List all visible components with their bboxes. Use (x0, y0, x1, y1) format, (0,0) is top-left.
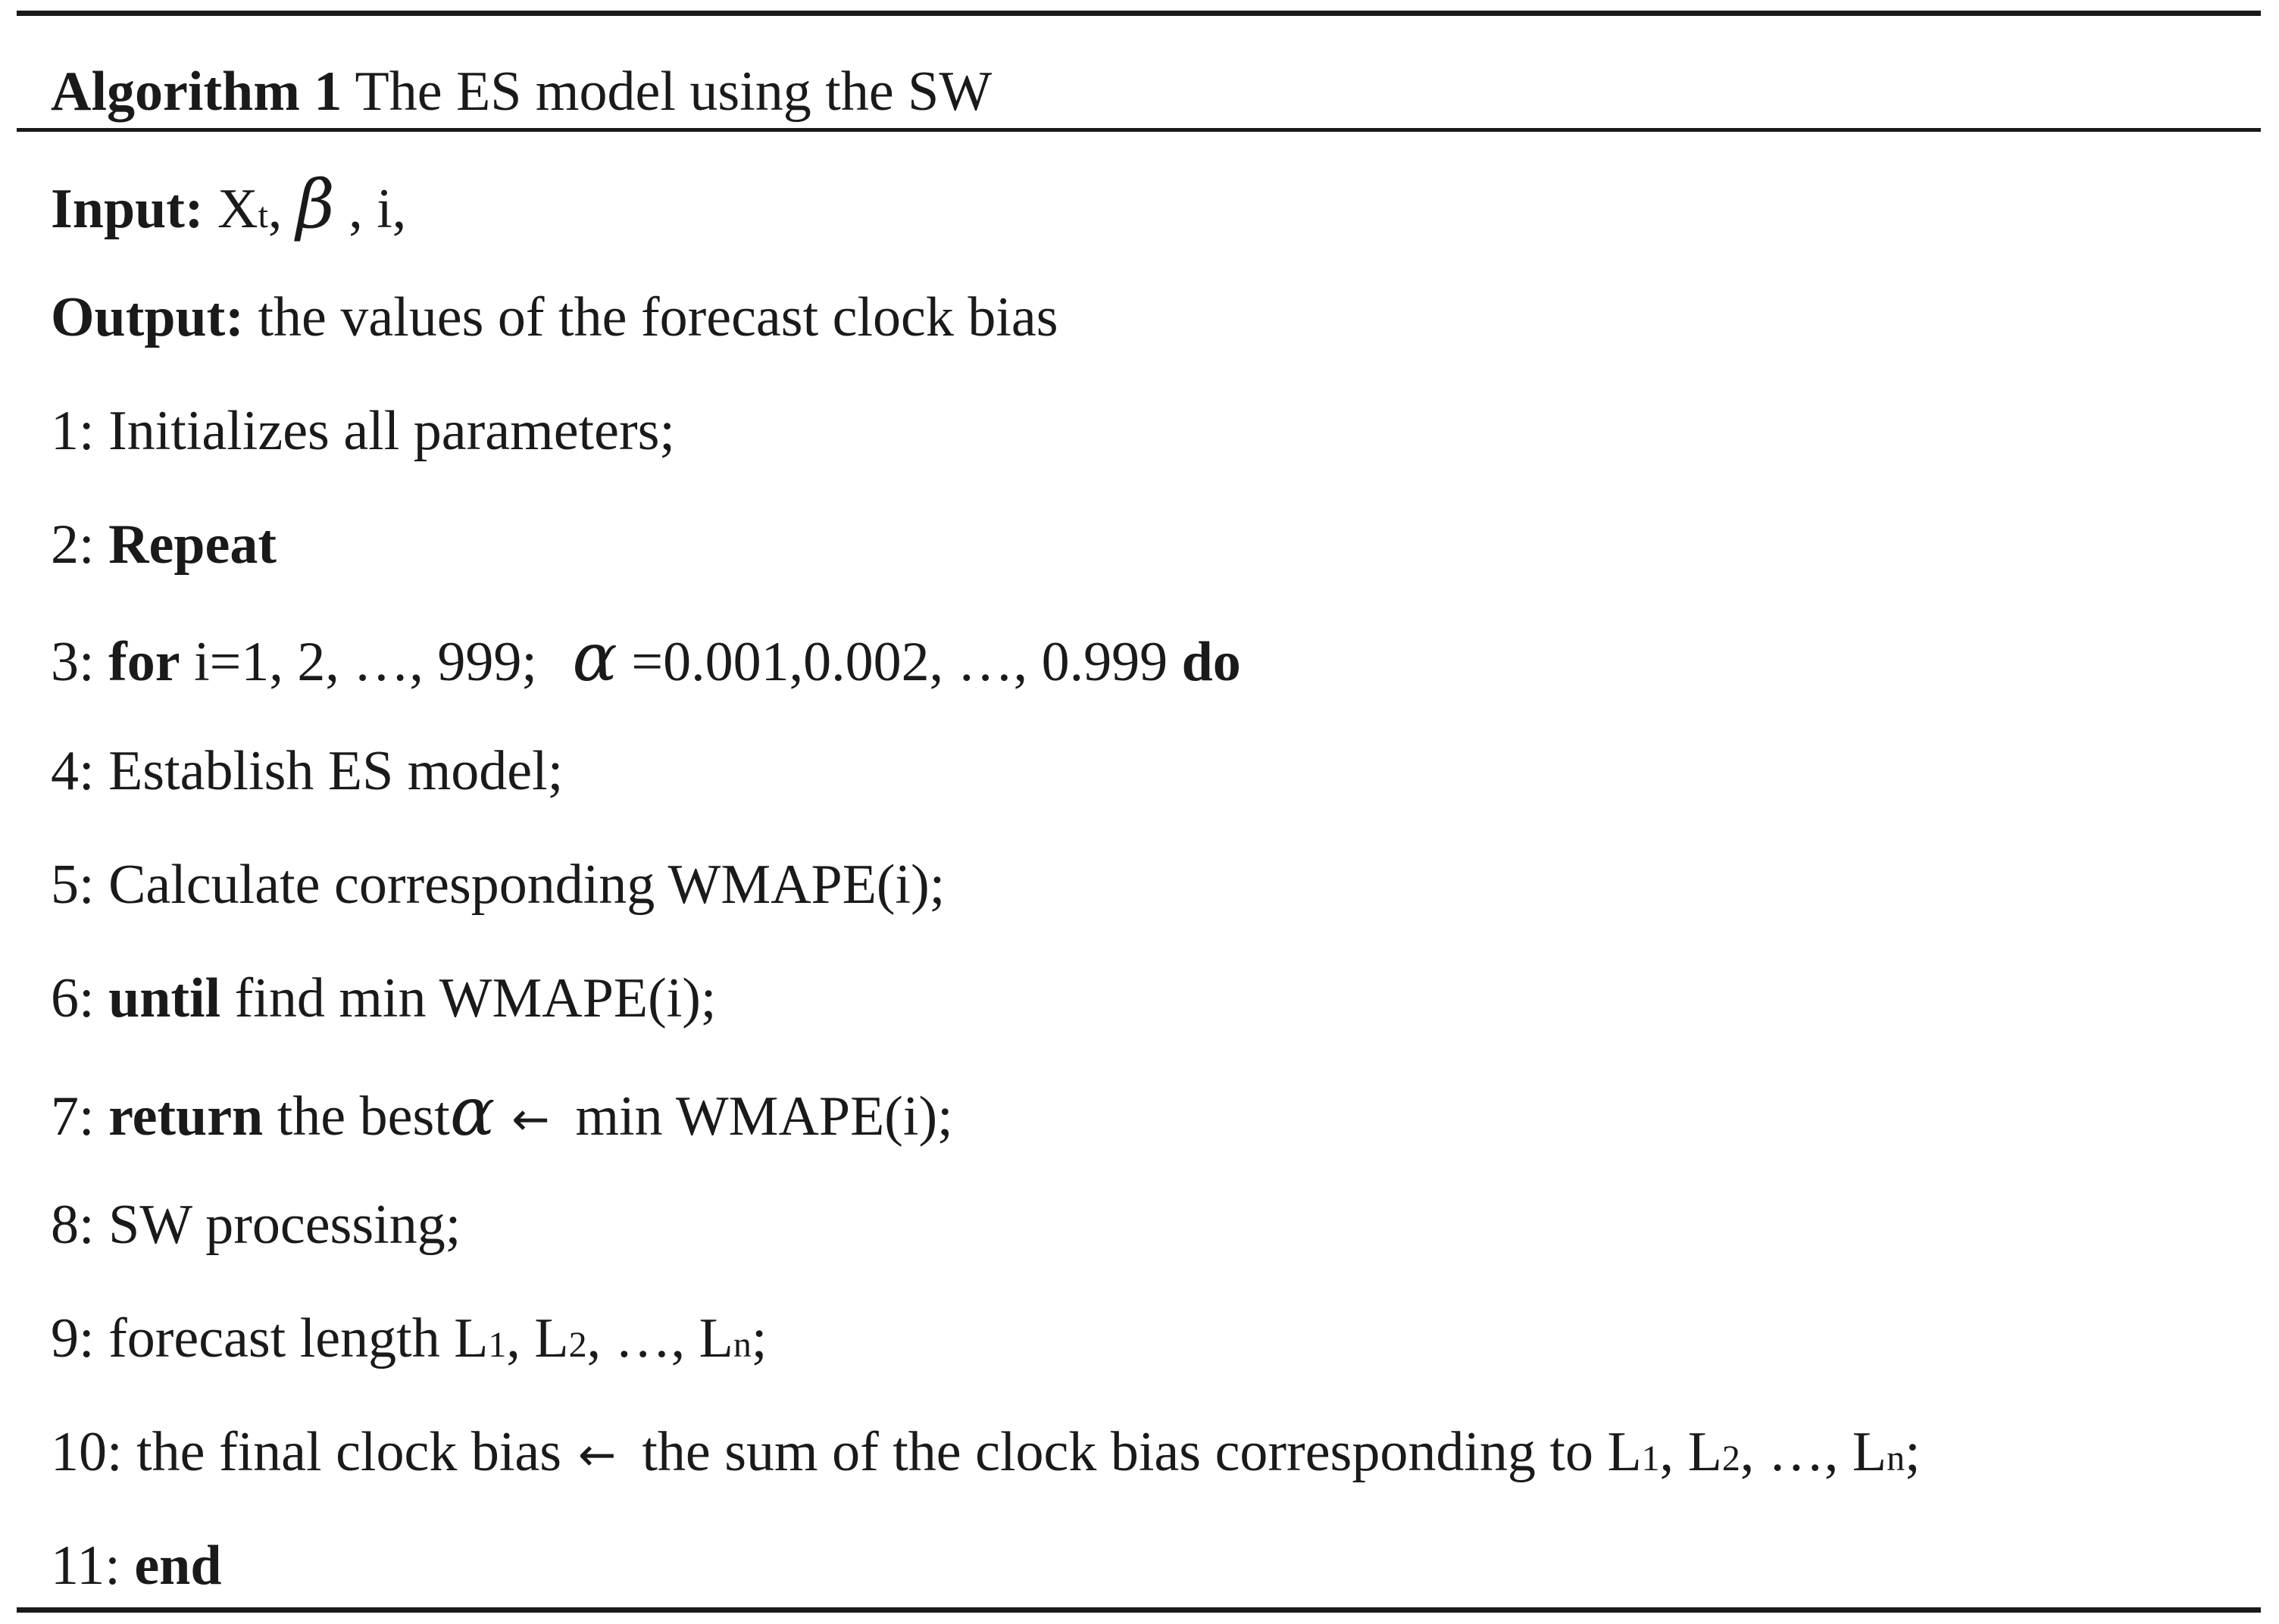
step-text-mid2: , …, L (1740, 1421, 1887, 1483)
step-text: i=1, 2, …, 999; (194, 631, 537, 693)
output-text: the values of the forecast clock bias (258, 286, 1058, 348)
bottom-rule (17, 1607, 2261, 1613)
alpha-symbol: α (449, 1073, 496, 1151)
step-text-mid2: , …, L (586, 1307, 733, 1369)
step-number: 6: (51, 967, 95, 1029)
step-text: Establish ES model; (108, 740, 564, 802)
step-text: forecast length L (108, 1307, 489, 1369)
step-text-2: the sum of the clock bias corresponding to L (642, 1421, 1642, 1483)
output-label: Output: (51, 286, 244, 348)
output-line (51, 286, 1058, 348)
input-sep: , (267, 178, 283, 240)
step-keyword: Repeat (108, 514, 277, 576)
step-text-2: =0.001,0.002, …, 0.999 (631, 631, 1168, 693)
input-label: Input: (51, 178, 204, 240)
beta-symbol: β (295, 165, 335, 243)
left-arrow-icon: ← (578, 1429, 617, 1482)
step-3 (51, 618, 1241, 696)
step-text: find min WMAPE(i); (234, 967, 717, 1029)
step-keyword-2: do (1181, 631, 1241, 693)
step-number: 7: (51, 1085, 95, 1148)
step-1 (51, 400, 675, 462)
subscript-2: 2 (1721, 1438, 1740, 1479)
step-4 (51, 740, 564, 802)
subscript-n: n (1887, 1438, 1905, 1479)
top-rule (17, 11, 2261, 16)
step-text: SW processing; (108, 1194, 461, 1256)
step-keyword: until (108, 967, 221, 1029)
step-7 (51, 1073, 953, 1151)
step-6 (51, 967, 717, 1029)
step-text-mid1: , L (1659, 1421, 1722, 1483)
subscript-2: 2 (568, 1325, 587, 1365)
input-rest: , i, (334, 178, 407, 240)
step-number: 9: (51, 1307, 95, 1369)
step-number: 10: (51, 1421, 123, 1483)
algorithm-title (51, 61, 993, 123)
alpha-symbol: α (572, 618, 617, 696)
step-text-end: ; (751, 1307, 767, 1369)
input-line (51, 165, 407, 244)
step-9 (51, 1307, 767, 1373)
header-rule (17, 128, 2261, 132)
step-keyword: return (108, 1085, 264, 1148)
step-keyword: end (134, 1535, 222, 1597)
subscript-1: 1 (488, 1325, 507, 1365)
step-number: 5: (51, 854, 95, 916)
step-number: 3: (51, 631, 95, 693)
step-10 (51, 1421, 1921, 1487)
step-text: Initializes all parameters; (108, 400, 675, 462)
step-text: the best (277, 1085, 450, 1148)
step-number: 2: (51, 514, 95, 576)
input-x-var: X (217, 178, 258, 240)
step-text-end: ; (1905, 1421, 1921, 1483)
step-2 (51, 514, 277, 576)
algorithm-box (17, 0, 2261, 1624)
algorithm-label: Algorithm 1 (51, 61, 342, 123)
step-keyword: for (108, 631, 180, 693)
step-text-2: min WMAPE(i); (575, 1085, 953, 1148)
subscript-1: 1 (1641, 1438, 1660, 1479)
step-number: 4: (51, 740, 95, 802)
step-number: 11: (51, 1535, 120, 1597)
step-number: 1: (51, 400, 95, 462)
step-11 (51, 1535, 222, 1597)
left-arrow-icon: ← (511, 1093, 550, 1146)
subscript-n: n (733, 1325, 752, 1365)
algorithm-title-text: The ES model using the SW (355, 61, 993, 123)
step-text: the final clock bias (136, 1421, 562, 1483)
step-8 (51, 1194, 461, 1256)
step-5 (51, 854, 946, 916)
step-text-mid1: , L (506, 1307, 569, 1369)
input-x-sub: t (258, 195, 268, 236)
step-text: Calculate corresponding WMAPE(i); (108, 854, 946, 916)
step-number: 8: (51, 1194, 95, 1256)
